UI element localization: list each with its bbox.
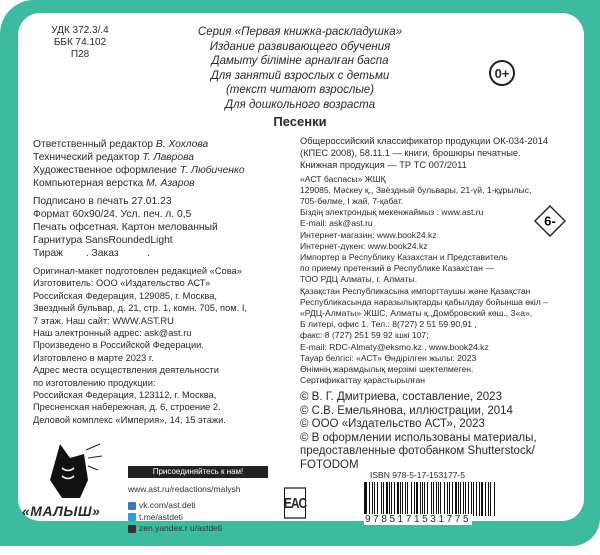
print-line: Подписано в печать 27.01.23	[33, 196, 172, 207]
barcode-bar	[444, 482, 445, 516]
svg-text:6-: 6-	[544, 213, 556, 229]
barcode-bar	[414, 482, 415, 516]
classifier-line: Книжная продукция — ТР ТС 007/2011	[300, 160, 467, 171]
zen-link-label: zen.yandex.r u/astdeti	[139, 523, 223, 533]
credit-line	[33, 138, 247, 151]
series-line: Издание развивающего обучения	[209, 40, 391, 53]
zen-icon	[128, 525, 136, 533]
barcode	[364, 482, 496, 516]
barcode-number: 9785171531775	[365, 514, 472, 525]
vk-icon	[128, 502, 136, 510]
barcode-bar	[400, 482, 401, 516]
print-line: Печать офсетная. Картон мелованный	[33, 222, 218, 233]
credit-line	[33, 164, 247, 177]
series-line: Дамыту біліміне арналған баспа	[211, 55, 389, 67]
right-column	[300, 135, 548, 386]
classification-codes	[50, 25, 110, 61]
isbn: ISBN 978-5-17-153177-5	[370, 470, 465, 480]
age-rating-kz-badge	[534, 205, 566, 237]
barcode-bar	[476, 482, 477, 516]
credit-role: Художественное оформление	[33, 165, 177, 176]
barcode-bar	[468, 482, 469, 516]
barcode-bar	[479, 482, 480, 516]
manufacturer-info: Оригинал-макет подготовлен редакцией «Сова» Изготовитель: ООО «Издательство АСТ» Российская Федерация, 129085, г. Москва, Звездный бульвар, д. 21, стр. 1, комн. 705, пом. I, 7 этаж. Наш сайт: WWW.AST.RU Наш электронный адрес: ask@ast.ru Произведено в Российской Федерации. Изготовлено в марте 2023 г. Адрес места осуществления деятельности по изготовлению продукции: Российская Федерация, 123112, г. Москва, Пресненская набережная, д. 6, строение 2. Деловой комплекс «Империя», 14, 15 этажи.	[33, 266, 247, 425]
barcode-bar	[372, 482, 373, 516]
barcode-bar	[455, 482, 456, 516]
barcode-bar	[420, 482, 421, 516]
barcode-bar	[465, 482, 466, 516]
site-link[interactable]: www.ast.ru/redactions/malysh	[128, 484, 241, 494]
credit-role: Технический редактор	[33, 152, 140, 163]
eac-mark: EAC	[284, 487, 306, 518]
join-us-banner: Присоединяйтесь к нам!	[128, 466, 268, 478]
telegram-icon	[128, 513, 136, 521]
copyrights: © В. Г. Дмитриева, составление, 2023 © С.В. Емельянова, иллюстрации, 2014 © ООО «Издательство АСТ», 2023 © В оформлении использованы материалы, предоставленные фотобанком Shutterstock/ FOTODOM	[300, 391, 537, 471]
barcode-bar	[365, 482, 366, 516]
author-mark: П28	[70, 49, 90, 60]
series-info	[140, 25, 460, 112]
series-line: Для занятий взрослых с детьми	[210, 69, 390, 82]
barcode-bar	[405, 482, 406, 516]
print-line: Тираж . Заказ .	[33, 248, 151, 259]
barcode-bar	[397, 482, 398, 516]
classifier-line: (КПЕС 2008), 58.11.1 — книги, брошюры печатные.	[300, 148, 521, 159]
vk-link-label: vk.com/ast.deti	[139, 500, 196, 510]
vk-link[interactable]	[128, 500, 222, 512]
age-rating-badge: 0+	[489, 60, 515, 86]
series-line: (текст читают взрослые)	[225, 84, 375, 96]
bbk: ББК 74.102	[53, 37, 107, 48]
udk: УДК 372.3/.4	[51, 25, 109, 36]
telegram-link-label: t.me/astdeti	[139, 511, 183, 522]
barcode-bar	[381, 482, 382, 516]
barcode-bar	[374, 482, 375, 516]
book-title: Песенки	[273, 114, 327, 129]
credit-line	[33, 177, 247, 190]
malysh-logo-text: «МАЛЫШ»	[22, 503, 101, 519]
kz-info: «АСТ баспасы» ЖШҚ 129085, Мәскеу қ., Звёздный бульвары, 21-үй, 1-құрылыс, 705-бөлме, I жай, 7-қабат. Біздің электрондық мекенжаймыз : www.ast.ru E-mail: ask@ast.ru Интернет-магазин: www.book24.kz Интернет-дүкен: www.book24.kz Импортер в Республику Казахстан и Представитель по приему претензий в Республике Казахстан — ТОО РДЦ Алматы, г. Алматы. Қазақстан Республикасына импорттаушы және Қазақстан Республикасында наразылықтарды қабылдау бойынша өкіл – «РДЦ-Алматы» ЖШС, Алматы қ.,Домбровский көш., 3«а», Б литері, офис 1. Тел.: 8(727) 2 51 59 90,91 , факс: 8 (727) 251 59 92 ішкі 107; E-mail: RDC-Almaty@eksmo.kz , www.book24.kz Тауар белгісі: «АСТ» Өндірілген жылы: 2023 Өнімнің жарамдылық мерзімі шектелмеген. Сертификаттау қарастырылған	[300, 173, 548, 386]
social-links	[128, 500, 222, 535]
barcode-bar	[473, 482, 474, 516]
barcode-bar	[438, 482, 439, 516]
barcode-bar	[416, 482, 417, 516]
barcode-bar	[449, 482, 450, 516]
credit-role: Ответственный редактор	[33, 139, 154, 150]
series-line: Серия «Первая книжка-раскладушка»	[197, 26, 403, 38]
barcode-bar	[391, 482, 392, 516]
barcode-bar	[369, 482, 370, 516]
barcode-bar	[431, 482, 432, 516]
telegram-link[interactable]	[128, 512, 222, 524]
left-column	[33, 138, 247, 426]
credit-line	[33, 151, 247, 164]
barcode-bar	[389, 482, 390, 516]
print-line: Формат 60х90/24. Усл. печ. л. 0,5	[33, 209, 192, 220]
barcode-bar	[494, 482, 495, 516]
barcode-bar	[424, 482, 425, 516]
barcode-bar	[436, 482, 437, 516]
malysh-owl-logo	[40, 440, 110, 502]
credit-name: Т. Любиченко	[179, 165, 245, 176]
barcode-bar	[488, 482, 489, 516]
credit-name: Т. Лаврова	[142, 152, 195, 163]
series-line: Для дошкольного возраста	[225, 98, 375, 111]
barcode-bar	[458, 482, 459, 516]
credit-role: Компьютерная верстка	[33, 178, 144, 189]
classifier-line: Общероссийский классификатор продукции ОК-034-2014	[300, 136, 549, 146]
credit-name: М. Азаров	[146, 178, 195, 189]
zen-link[interactable]	[128, 523, 222, 535]
barcode-bar	[463, 482, 464, 516]
barcode-bar	[447, 482, 448, 516]
barcode-bar	[386, 482, 387, 516]
barcode-bar	[481, 482, 482, 516]
credit-name: В. Хохлова	[155, 139, 209, 150]
print-line: Гарнитура SansRoundedLight	[33, 235, 173, 246]
